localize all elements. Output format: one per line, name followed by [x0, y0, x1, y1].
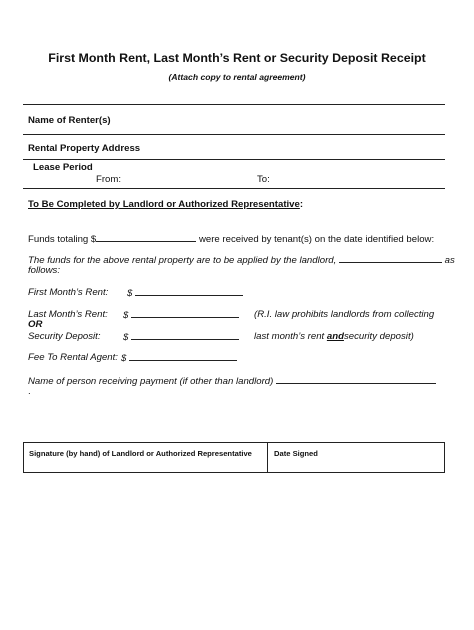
fee-rental-agent-label: Fee To Rental Agent: [28, 352, 118, 363]
last-month-rent-row [123, 309, 239, 321]
funds-suffix: were received by tenant(s) on the date identified below: [198, 234, 435, 245]
signature-box [23, 442, 445, 473]
last-rent-dollar: $ [123, 310, 129, 321]
signature-divider [267, 443, 268, 472]
funds-amount-field[interactable] [96, 233, 196, 242]
first-month-rent-row [127, 287, 243, 299]
first-rent-field[interactable] [135, 287, 243, 296]
payee-line [28, 375, 436, 387]
divider-renters [23, 134, 445, 135]
or-label: OR [28, 319, 43, 330]
divider-lease [23, 188, 445, 189]
divider-address [23, 159, 445, 160]
funds-prefix: Funds totaling $ [28, 234, 97, 245]
address-label: Rental Property Address [28, 143, 141, 154]
fee-row [121, 352, 237, 364]
applied-field[interactable] [339, 254, 442, 263]
applied-line [28, 254, 455, 266]
divider-top [23, 104, 445, 105]
security-deposit-label: Security Deposit: [28, 331, 101, 342]
note-and: and [326, 331, 344, 342]
applied-follows: follows: [28, 265, 60, 276]
lease-period-label: Lease Period [33, 162, 93, 173]
first-month-rent-label: First Month’s Rent: [28, 287, 109, 298]
last-month-rent-label: Last Month’s Rent: [28, 309, 108, 320]
fee-field[interactable] [129, 352, 237, 361]
note-security: security deposit) [343, 331, 414, 342]
signature-label: Signature (by hand) of Landlord or Authorized Representative [29, 449, 252, 458]
section-heading-colon: : [299, 199, 304, 210]
ri-law-note: (R.I. law prohibits landlords from collecting [254, 309, 435, 320]
lease-to-label: To: [257, 174, 270, 185]
fee-dollar: $ [121, 353, 127, 364]
payee-label: Name of person receiving payment (if other than landlord) [28, 376, 274, 387]
section-heading-text: To Be Completed by Landlord or Authorized Representative [28, 199, 300, 210]
date-signed-label: Date Signed [274, 449, 318, 458]
applied-as: as [444, 255, 455, 266]
funds-line [28, 233, 434, 245]
first-rent-dollar: $ [127, 288, 133, 299]
security-deposit-row [123, 331, 239, 343]
document-subtitle: (Attach copy to rental agreement) [168, 72, 306, 82]
document-title: First Month Rent, Last Month’s Rent or Security Deposit Receipt [48, 51, 426, 65]
lease-from-label: From: [96, 174, 122, 185]
applied-text: The funds for the above rental property are to be applied by the landlord, [28, 255, 337, 266]
last-rent-field[interactable] [131, 309, 239, 318]
stray-period: . [28, 386, 31, 397]
section-heading [28, 199, 303, 210]
security-dollar: $ [123, 332, 129, 343]
security-field[interactable] [131, 331, 239, 340]
note-last-month: last month’s rent [254, 331, 325, 342]
payee-field[interactable] [276, 375, 436, 384]
ri-law-note-2 [254, 331, 414, 342]
renters-label: Name of Renter(s) [28, 115, 111, 126]
